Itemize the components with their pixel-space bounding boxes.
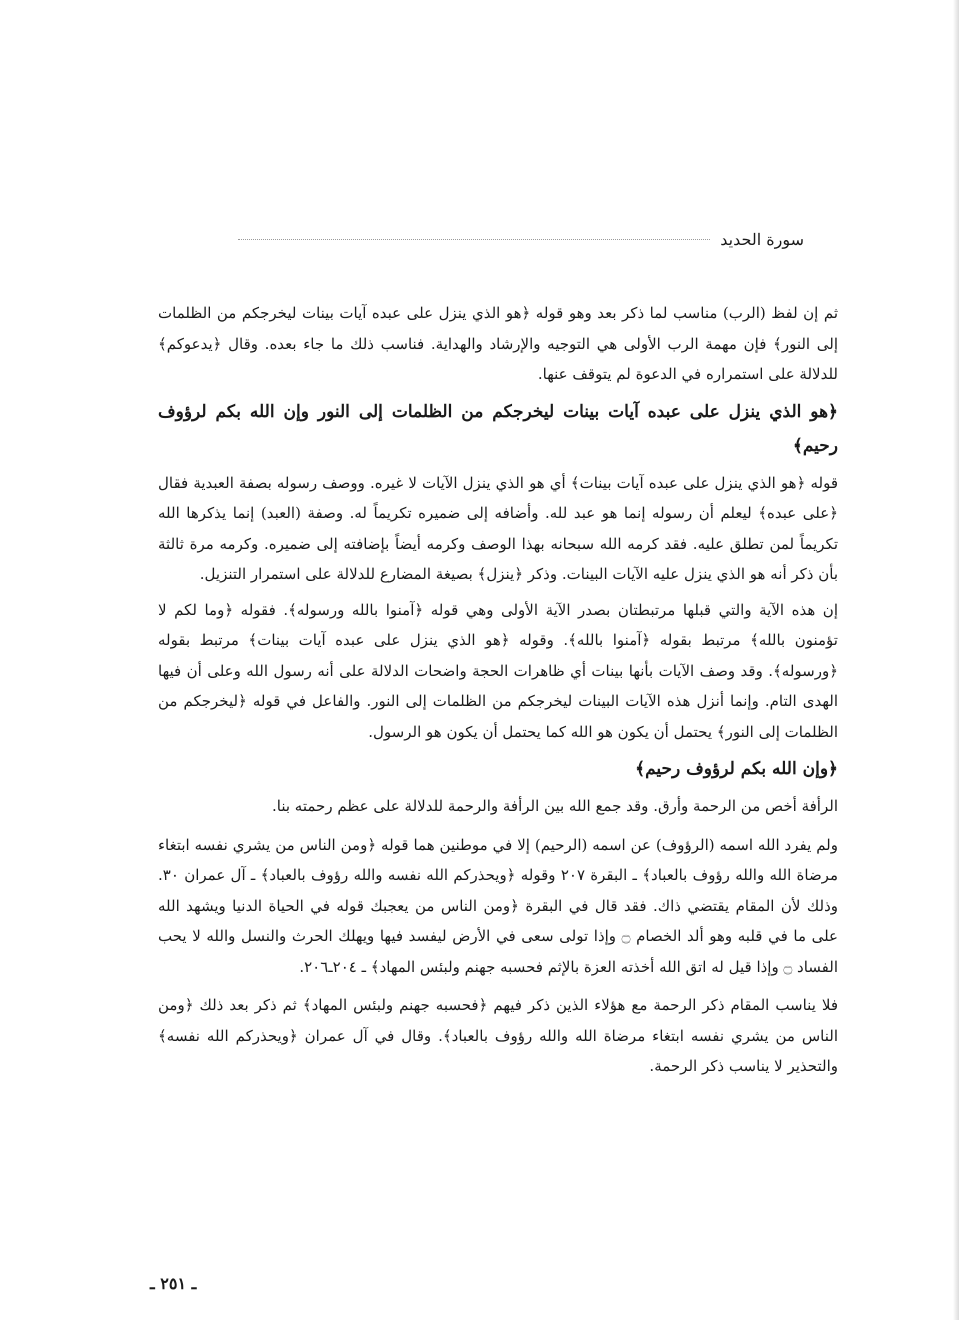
verse-heading-1: ﴿هو الذي ينزل على عبده آيات بينات ليخرجكم من الظلمات إلى النور وإن الله بكم لرؤوف رحيم﴾ [158, 401, 838, 456]
verse-heading-2: ﴿وإن الله بكم لرؤوف رحيم﴾ [635, 759, 838, 779]
body-text [158, 298, 838, 1082]
paragraph-4: الرأفة أخص من الرحمة وأرق. وقد جمع الله بين الرأفة والرحمة للدلالة على عظم رحمته بنا. [272, 797, 838, 815]
header-dotted-rule [238, 239, 710, 240]
paragraph-1: ثم إن لفظ (الرب) مناسب لما ذكر بعد وهو قوله ﴿هو الذي ينزل على عبده آيات بينات ليخرجكم من الظلمات إلى النور﴾ فإن مهمة الرب الأولى هي التوجيه والإرشاد والهداية. فناسب ذلك ما جاء بعده. وقال ﴿يدعوكم﴾ للدلالة على استمراره في الدعوة لم يتوقف عنها. [158, 304, 838, 383]
paragraph-2: قوله ﴿هو الذي ينزل على عبده آيات بينات﴾ أي هو الذي ينزل الآيات لا غيره. ووصف رسوله بصفة العبدية فقال ﴿على عبده﴾ ليعلم أن رسوله إنما هو عبد لله. وأضافه إلى ضميره تكريماً له. وصفة (العبد) إنما يذكرها الله تكريماً لمن تطلق عليه. فقد كرمه الله سبحانه بهذا الوصف وكرمه أيضاً بإضافته إلى ضميره. وكرمه مرة ثالثة بأن ذكر أنه هو الذي ينزل عليه الآيات البينات. وذكر ﴿ينزل﴾ بصيغة المضارع للدلالة على استمرار التنزيل. [158, 473, 838, 583]
running-header [238, 230, 804, 249]
paragraph-6: فلا يناسب المقام ذكر الرحمة مع هؤلاء الذين ذكر فيهم ﴿فحسبه جهنم ولبئس المهاد﴾ ثم ذكر بعد ذلك ﴿ومن الناس من يشري نفسه ابتغاء مرضاة الله والله رؤوف بالعباد﴾. وقال في آل عمران ﴿ويحذركم الله نفسه﴾ والتحذير لا يناسب ذكر الرحمة. [158, 996, 838, 1075]
page-edge-shadow [953, 0, 959, 1320]
page-number: ـ ٢٥١ ـ [150, 1274, 197, 1293]
running-title: سورة الحديد [720, 230, 804, 249]
paragraph-5: ولم يفرد الله اسمه (الرؤوف) عن اسمه (الرحيم) إلا في موطنين هما قوله ﴿ومن الناس من يشري نفسه ابتغاء مرضاة الله والله رؤوف بالعباد﴾ ـ البقرة ٢٠٧ وقوله ﴿ويحذركم الله نفسه والله رؤوف بالعباد﴾ ـ آل عمران ٣٠. وذلك لأن المقام يقتضي ذاك. فقد قال في البقرة ﴿ومن الناس من يعجبك قوله في الحياة الدنيا ويشهد الله على ما في قلبه وهو ألد الخصام ۝ وإذا تولى سعى في الأرض ليفسد فيها ويهلك الحرث والنسل والله لا يحب الفساد ۝ وإذا قيل له اتق الله أخذته العزة بالإثم فحسبه جهنم ولبئس المهاد﴾ ـ ٢٠٤ـ٢٠٦. [158, 835, 839, 976]
paragraph-3: إن هذه الآية والتي قبلها مرتبطتان بصدر الآية الأولى وهي قوله ﴿آمنوا بالله ورسوله﴾. فقوله ﴿وما لكم لا تؤمنون بالله﴾ مرتبط بقوله ﴿آمنوا بالله﴾. وقوله ﴿هو الذي ينزل على عبده آيات بينات﴾ مرتبط بقوله ﴿ورسوله﴾. وقد وصف الآيات بأنها بينات أي ظاهرات الحجة واضحات الدلالة على أنه رسول الله وعلى أن فيها الهدى التام. وإنما أنزل هذه الآيات البينات ليخرجكم من الظلمات إلى النور. والفاعل في قوله ﴿ليخرجكم من الظلمات إلى النور﴾ يحتمل أن يكون هو الله كما يحتمل أن يكون هو الرسول. [158, 600, 838, 741]
